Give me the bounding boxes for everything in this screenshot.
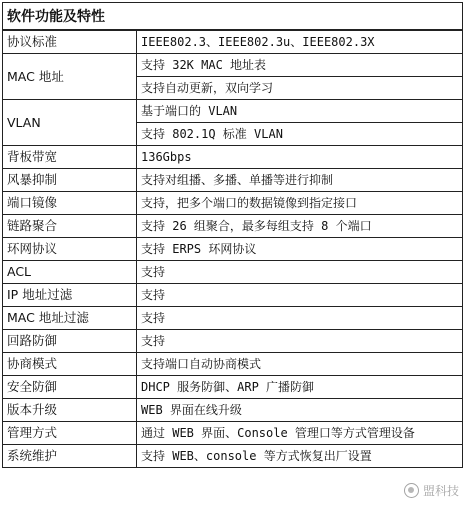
table-row — [3, 215, 463, 238]
row-value: 支持 — [137, 284, 463, 307]
row-value: 支持 — [137, 261, 463, 284]
row-value: 支持 26 组聚合，最多每组支持 8 个端口 — [137, 215, 463, 238]
row-label: 管理方式 — [3, 422, 137, 445]
row-value: 支持 32K MAC 地址表 — [137, 54, 463, 77]
table-row — [3, 445, 463, 468]
table-row — [3, 399, 463, 422]
row-value: 支持对组播、多播、单播等进行抑制 — [137, 169, 463, 192]
row-value: 支持 — [137, 307, 463, 330]
row-label: 端口镜像 — [3, 192, 137, 215]
row-value: 136Gbps — [137, 146, 463, 169]
watermark — [404, 482, 459, 499]
row-label: 环网协议 — [3, 238, 137, 261]
row-label: 协议标准 — [3, 31, 137, 54]
row-value: 支持自动更新，双向学习 — [137, 77, 463, 100]
row-value: 支持 WEB、console 等方式恢复出厂设置 — [137, 445, 463, 468]
table-row — [3, 307, 463, 330]
row-value: 支持，把多个端口的数据镜像到指定接口 — [137, 192, 463, 215]
table-row — [3, 353, 463, 376]
row-label: ACL — [3, 261, 137, 284]
row-value: IEEE802.3、IEEE802.3u、IEEE802.3X — [137, 31, 463, 54]
row-value: 基于端口的 VLAN — [137, 100, 463, 123]
table-row — [3, 31, 463, 54]
table-row — [3, 261, 463, 284]
table-row — [3, 192, 463, 215]
row-label: 链路聚合 — [3, 215, 137, 238]
table-row — [3, 54, 463, 77]
row-label: 版本升级 — [3, 399, 137, 422]
row-label: 背板带宽 — [3, 146, 137, 169]
row-label: 协商模式 — [3, 353, 137, 376]
row-value: 支持 ERPS 环网协议 — [137, 238, 463, 261]
row-label: 安全防御 — [3, 376, 137, 399]
row-value: WEB 界面在线升级 — [137, 399, 463, 422]
table-row — [3, 376, 463, 399]
row-label: IP 地址过滤 — [3, 284, 137, 307]
row-label: 回路防御 — [3, 330, 137, 353]
row-label: MAC 地址过滤 — [3, 307, 137, 330]
table-row — [3, 238, 463, 261]
table-row — [3, 100, 463, 123]
row-value: 支持端口自动协商模式 — [137, 353, 463, 376]
table-row — [3, 330, 463, 353]
watermark-text: 盟科技 — [422, 484, 459, 498]
table-row — [3, 284, 463, 307]
row-value: 支持 — [137, 330, 463, 353]
spec-sheet — [2, 2, 463, 468]
row-label: 风暴抑制 — [3, 169, 137, 192]
row-label: 系统维护 — [3, 445, 137, 468]
row-label: MAC 地址 — [3, 54, 137, 100]
table-row — [3, 169, 463, 192]
row-label: VLAN — [3, 100, 137, 146]
row-value: 支持 802.1Q 标准 VLAN — [137, 123, 463, 146]
row-value: DHCP 服务防御、ARP 广播防御 — [137, 376, 463, 399]
table-title: 软件功能及特性 — [2, 2, 463, 30]
table-row — [3, 422, 463, 445]
row-value: 通过 WEB 界面、Console 管理口等方式管理设备 — [137, 422, 463, 445]
watermark-logo-icon — [404, 483, 419, 498]
table-row — [3, 146, 463, 169]
spec-table — [2, 30, 463, 468]
